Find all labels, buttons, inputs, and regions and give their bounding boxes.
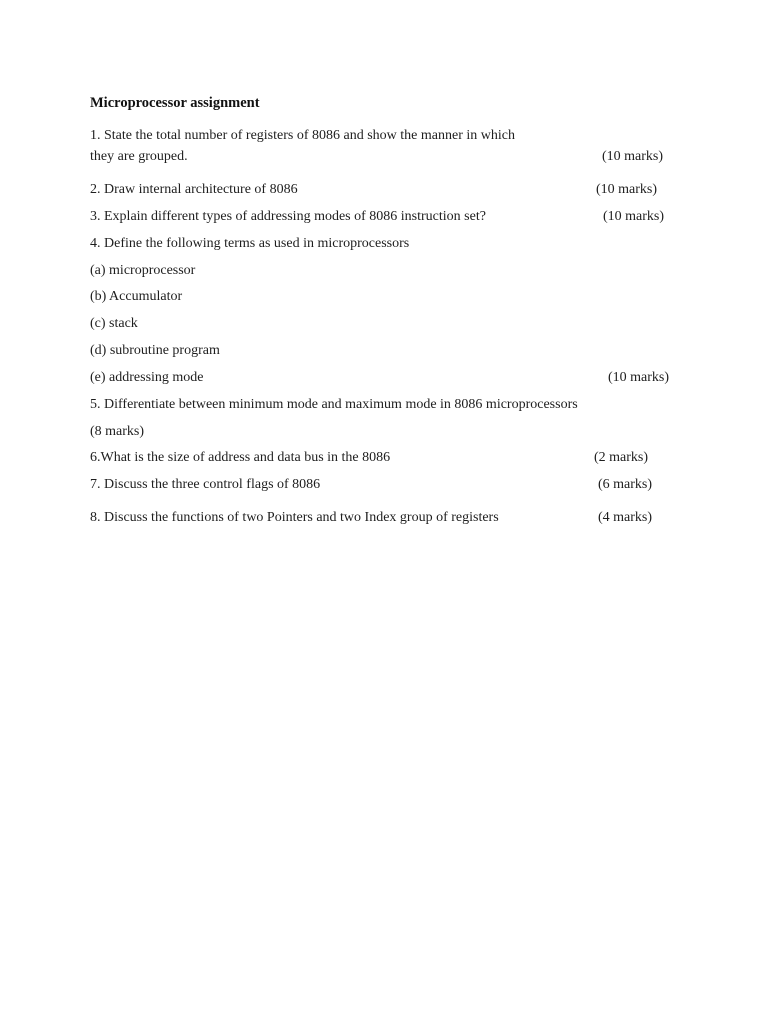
- question-4-item-a: (a) microprocessor: [90, 263, 196, 278]
- question-7-marks: (6 marks): [598, 477, 653, 492]
- question-6-text: 6.What is the size of address and data bus in the 8086: [90, 450, 391, 465]
- question-4-item-b: (b) Accumulator: [90, 289, 183, 304]
- question-4-item-c: (c) stack: [90, 316, 138, 331]
- question-4-item-e: (e) addressing mode: [90, 370, 204, 385]
- question-1-marks: (10 marks): [602, 149, 664, 164]
- question-2-marks: (10 marks): [596, 182, 658, 197]
- document-title: Microprocessor assignment: [90, 95, 260, 111]
- question-5-marks: (8 marks): [90, 424, 145, 439]
- question-3-text: 3. Explain different types of addressing modes of 8086 instruction set?: [90, 209, 486, 224]
- question-4-marks: (10 marks): [608, 370, 670, 385]
- question-8-marks: (4 marks): [598, 510, 653, 525]
- question-6-marks: (2 marks): [594, 450, 649, 465]
- question-8-text: 8. Discuss the functions of two Pointers and two Index group of registers: [90, 510, 499, 525]
- question-2-text: 2. Draw internal architecture of 8086: [90, 182, 298, 197]
- question-3-marks: (10 marks): [603, 209, 665, 224]
- question-7-text: 7. Discuss the three control flags of 8086: [90, 477, 321, 492]
- question-1-line-1: 1. State the total number of registers of 8086 and show the manner in which: [90, 128, 515, 143]
- question-4-text: 4. Define the following terms as used in microprocessors: [90, 236, 410, 251]
- question-1-line-2: they are grouped.: [90, 149, 188, 164]
- question-5-text: 5. Differentiate between minimum mode and maximum mode in 8086 microprocessors: [90, 397, 578, 412]
- question-4-item-d: (d) subroutine program: [90, 343, 220, 358]
